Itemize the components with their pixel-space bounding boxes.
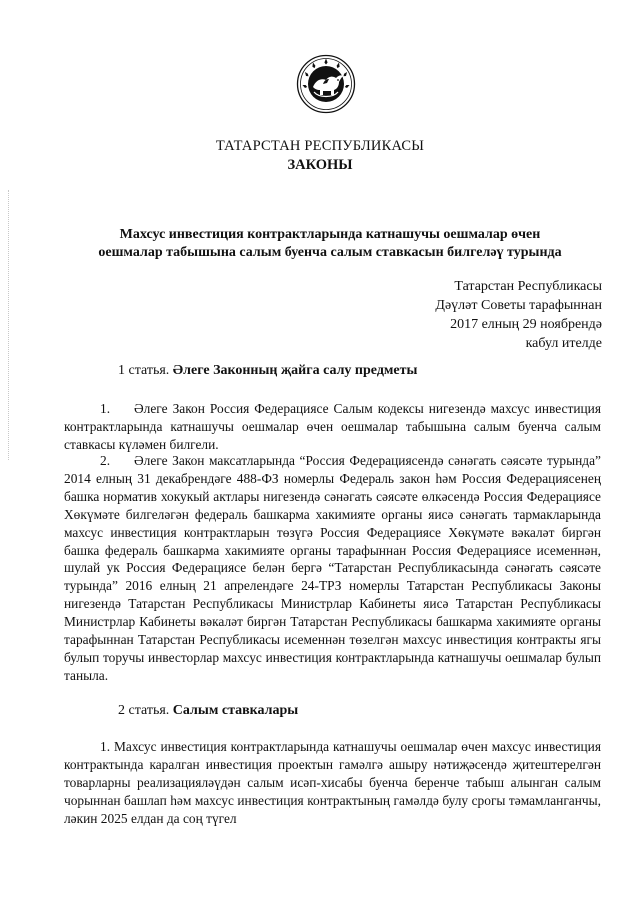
republic-heading: ТАТАРСТАН РЕСПУБЛИКАСЫ <box>215 138 425 154</box>
paragraph-text: Әлеге Закон Россия Федерациясе Салым кодексы нигезендә махсус инвестиция контрактларында катнашучы оешмалар өчен оешмалар табышына салым буенча салым ставкасы күләмен билгели. <box>64 401 601 452</box>
paragraph-number: 1. <box>100 401 111 416</box>
paragraph-number: 2. <box>100 453 111 468</box>
article-1-paragraph-1 <box>64 400 601 454</box>
law-title <box>80 226 580 262</box>
tatarstan-coat-of-arms-icon <box>296 54 356 114</box>
adoption-line-2: Дәүләт Советы тарафыннан <box>435 298 602 313</box>
adoption-line-4: кабул ителде <box>525 336 602 351</box>
article-1-title: Әлеге Законның җайга салу предметы <box>172 363 418 378</box>
law-title-line-2: оешмалар табышына салым буенча салым ставкасын билгеләү турында <box>98 245 562 260</box>
adoption-line-3: 2017 елның 29 ноябрендә <box>450 317 602 332</box>
paragraph-number: 1. <box>100 739 111 754</box>
article-1-heading <box>118 363 417 379</box>
article-1-prefix: 1 статья. <box>118 363 170 378</box>
adoption-line-1: Татарстан Республикасы <box>454 279 602 294</box>
law-heading: ЗАКОНЫ <box>287 157 353 173</box>
article-2-paragraph-1 <box>64 738 601 828</box>
scan-margin-marks <box>8 190 11 460</box>
law-title-line-1: Махсус инвестиция контрактларында катнашучы оешмалар өчен <box>119 227 541 242</box>
article-2-title: Салым ставкалары <box>172 703 299 718</box>
article-1-paragraph-2 <box>64 452 601 685</box>
article-2-prefix: 2 статья. <box>118 703 170 718</box>
paragraph-text: Әлеге Закон максатларында “Россия Федерациясендә сәнәгать сәясәте турында” 2014 елның 31 декабрендәге 488-ФЗ номерлы Федераль закон һәм Россия Федерациясенең башка норматив хокукый актлары нигезендә сәнәгать сәясәте өлкәсендә Россия Федерациясе Хөкүмәте билгеләгән федераль башкарма хакимияте органы яисә сәнәгать тармакларында махсус инвестиция контрактларын төзүгә Россия Федерациясе Хөкүмәте вәкаләт биргән башка федераль башкарма хакимияте органы тарафыннан Россия Федерациясе исеменнән, шулай ук Россия Федерациясе белән бергә “Татарстан Республикасында сәнәгать сәясәте турында” 2016 елның 21 апрелендәге 24-ТРЗ номерлы Татарстан Республикасы Законы нигезендә Татарстан Республикасы Министрлар Кабинеты яисә Татарстан Республикасы Министрлар Кабинеты вәкаләт биргән Татарстан Республикасы башкарма хакимияте органы тарафыннан Татарстан Республикасы исеменнән төзелгән махсус инвестиция контракты ягы булып торучы инвесторлар махсус инвестиция контрактларында катнашучы оешмалар булып таныла. <box>64 453 601 683</box>
paragraph-text: Махсус инвестиция контрактларында катнашучы оешмалар өчен махсус инвестиция контрактында каралган инвестиция проектын гамәлгә ашыру нәтиҗәсендә җитештерелгән товарларны реализацияләүдән салым исәп-хисабы буенча беренче табыш алынган салым чорыннан башлап һәм махсус инвестиция контрактының гамәлдә булу срогы тәмамланганчы, ләкин 2025 елдан да соң түгел <box>64 739 601 826</box>
article-2-heading <box>118 703 298 719</box>
adoption-block <box>342 277 602 353</box>
